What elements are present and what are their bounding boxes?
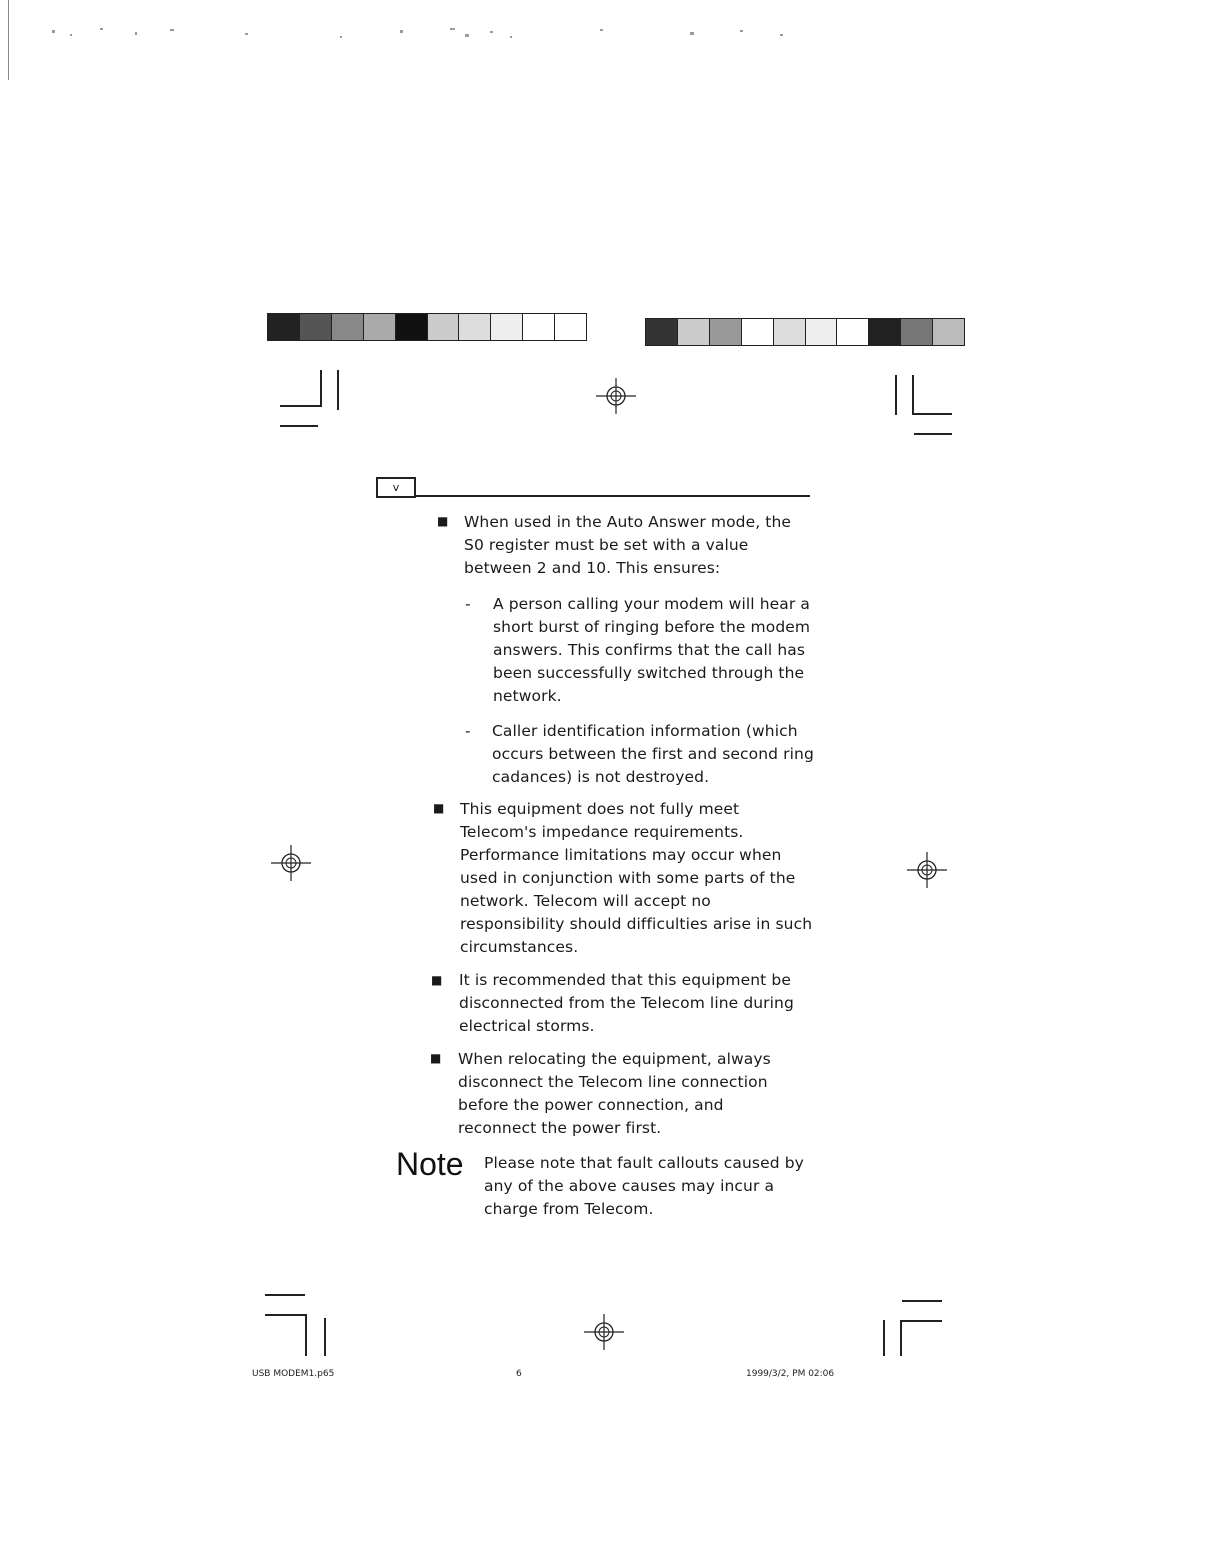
- left-edge-mark: [8, 0, 9, 80]
- scan-noise: [40, 24, 860, 48]
- dash-marker: -: [465, 722, 471, 740]
- crop-mark-bottom-right-h1: [902, 1300, 942, 1302]
- crop-mark-bottom-left-v2: [324, 1318, 326, 1356]
- registration-target-left: [271, 843, 311, 883]
- bullet-item-4: When relocating the equipment, always disconnect the Telecom line connection before the power connection, and reconnect the power first.: [458, 1050, 771, 1137]
- crop-mark-bottom-left-h2: [265, 1314, 307, 1316]
- crop-mark-top-right-h1: [912, 413, 952, 415]
- bullet-marker: ■: [437, 514, 449, 528]
- crop-mark-bottom-right-v1: [883, 1320, 885, 1356]
- bullet-item-3: It is recommended that this equipment be disconnected from the Telecom line during electrical storms.: [459, 971, 794, 1035]
- section-rule: [416, 495, 810, 497]
- crop-mark-top-left-h2: [280, 425, 318, 427]
- bullet-marker: ■: [430, 1051, 442, 1065]
- footer-timestamp: 1999/3/2, PM 02:06: [746, 1369, 835, 1379]
- crop-mark-top-right-v1: [895, 375, 897, 415]
- dash-marker: -: [465, 595, 471, 613]
- crop-mark-bottom-right-h2: [900, 1320, 942, 1322]
- note-text: Please note that fault callouts caused by any of the above causes may incur a charge from Telecom.: [484, 1154, 804, 1218]
- crop-mark-top-right-v2: [912, 375, 914, 415]
- color-bar-right: [645, 318, 965, 346]
- registration-target-right: [907, 850, 947, 890]
- bullet-marker: ■: [433, 801, 445, 815]
- footer-filename: USB MODEM1.p65: [252, 1369, 335, 1379]
- crop-mark-top-right-h2: [914, 433, 952, 435]
- crop-mark-top-left-h1: [280, 405, 322, 407]
- registration-target-bottom: [584, 1312, 624, 1352]
- section-tab: v: [376, 477, 416, 498]
- crop-mark-bottom-right-v2: [900, 1320, 902, 1356]
- crop-mark-top-left-v2: [337, 370, 339, 410]
- color-bar-left: [267, 313, 587, 341]
- sub-item-2: Caller identification information (which occurs between the first and second ring cadances) is not destroyed.: [492, 722, 814, 786]
- bullet-item-1: When used in the Auto Answer mode, the S0 register must be set with a value between 2 and 10. This ensures:: [464, 513, 792, 577]
- bullet-item-2: This equipment does not fully meet Telecom's impedance requirements. Performance limitations may occur when used in conjunction with some parts of the network. Telecom will accept no responsibility should difficulties arise in such circumstances.: [460, 800, 813, 956]
- bullet-marker: ■: [431, 973, 443, 987]
- sub-item-1: A person calling your modem will hear a short burst of ringing before the modem answers. This confirms that the call has been successfully switched through the network.: [493, 595, 811, 705]
- registration-target-top: [596, 376, 636, 416]
- crop-mark-top-left-v1: [320, 370, 322, 407]
- crop-mark-bottom-left-v1: [305, 1314, 307, 1356]
- crop-mark-bottom-left-h1: [265, 1294, 305, 1296]
- note-label: Note: [396, 1146, 464, 1182]
- footer-page-number: 6: [516, 1369, 522, 1379]
